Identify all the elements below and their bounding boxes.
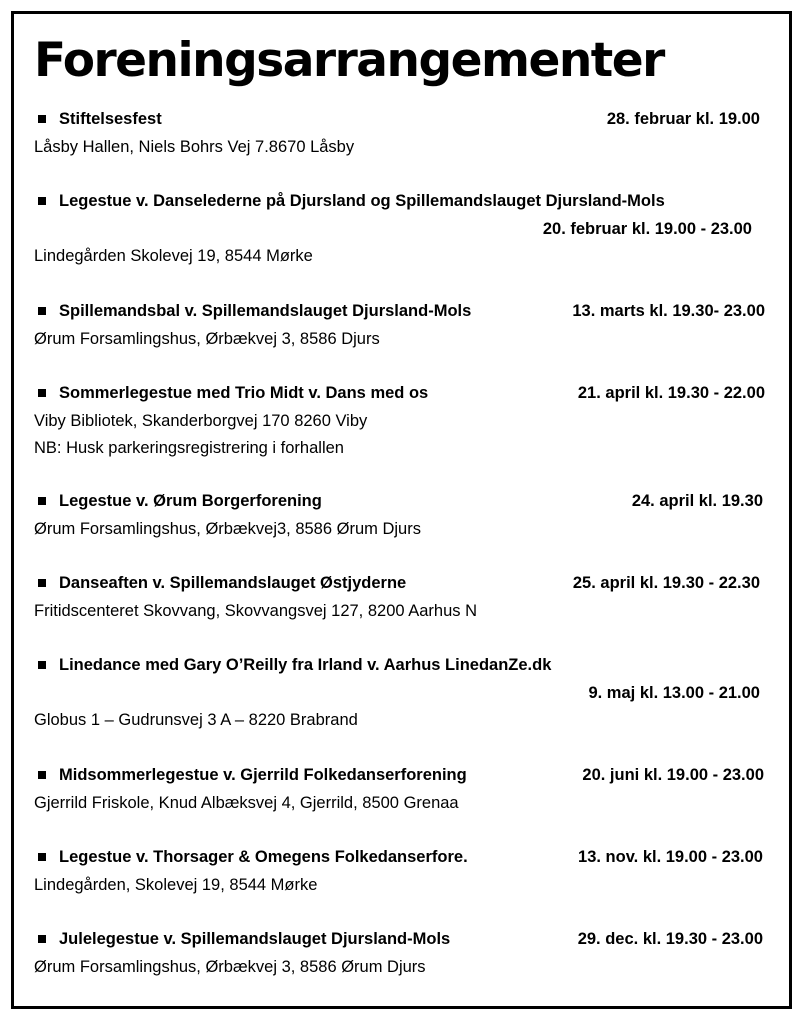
event-note: NB: Husk parkeringsregistrering i forhallen (34, 439, 344, 457)
event-location: Globus 1 – Gudrunsvej 3 A – 8220 Brabrand (34, 711, 358, 729)
event-date: 20. februar kl. 19.00 - 23.00 (542, 220, 752, 238)
event-location: Ørum Forsamlingshus, Ørbækvej 3, 8586 Djurs (34, 330, 380, 348)
event-date: 9. maj kl. 13.00 - 21.00 (588, 684, 760, 702)
event-location: Gjerrild Friskole, Knud Albæksvej 4, Gjerrild, 8500 Grenaa (34, 794, 459, 812)
event-location: Lindegården, Skolevej 19, 8544 Mørke (34, 876, 318, 894)
event-name: Julelegestue v. Spillemandslauget Djursland-Mols (59, 930, 451, 948)
event-location: Ørum Forsamlingshus, Ørbækvej 3, 8586 Ørum Djurs (34, 958, 426, 976)
event-name: Legestue v. Ørum Borgerforening (59, 492, 322, 510)
event-date: 13. marts kl. 19.30- 23.00 (572, 302, 765, 320)
event-location: Låsby Hallen, Niels Bohrs Vej 7.8670 Låsby (34, 138, 355, 156)
event-location: Lindegården Skolevej 19, 8544 Mørke (34, 247, 313, 265)
event-location: Fritidscenteret Skovvang, Skovvangsvej 127, 8200 Aarhus N (34, 602, 477, 620)
event-date: 20. juni kl. 19.00 - 23.00 (582, 766, 764, 784)
event-name: Legestue v. Thorsager & Omegens Folkedanserfore. (59, 848, 468, 866)
event-name: Sommerlegestue med Trio Midt v. Dans med os (59, 384, 429, 402)
event-date: 28. februar kl. 19.00 (606, 110, 760, 128)
event-name: Stiftelsesfest (59, 110, 162, 128)
event-name: Spillemandsbal v. Spillemandslauget Djursland-Mols (59, 302, 472, 320)
bullet-square-icon (38, 197, 46, 205)
event-location: Ørum Forsamlingshus, Ørbækvej3, 8586 Ørum Djurs (34, 520, 421, 538)
event-date: 21. april kl. 19.30 - 22.00 (577, 384, 765, 402)
event-date: 13. nov. kl. 19.00 - 23.00 (578, 848, 763, 866)
event-location: Viby Bibliotek, Skanderborgvej 170 8260 Viby (34, 412, 368, 430)
event-name: Danseaften v. Spillemandslauget Østjyderne (59, 574, 407, 592)
event-heading (38, 189, 805, 213)
event-name: Legestue v. Danselederne på Djursland og Spillemandslauget Djursland-Mols (59, 192, 665, 210)
bullet-square-icon (38, 661, 46, 669)
event-name: Linedance med Gary O’Reilly fra Irland v. Aarhus LinedanZe.dk (59, 656, 552, 674)
event-date: 29. dec. kl. 19.30 - 23.00 (577, 930, 763, 948)
event-heading (38, 653, 805, 677)
event-date: 24. april kl. 19.30 (631, 492, 763, 510)
event-date: 25. april kl. 19.30 - 22.30 (572, 574, 760, 592)
page-title: Foreningsarrangementer (34, 33, 664, 88)
event-name: Midsommerlegestue v. Gjerrild Folkedanserforening (59, 766, 467, 784)
